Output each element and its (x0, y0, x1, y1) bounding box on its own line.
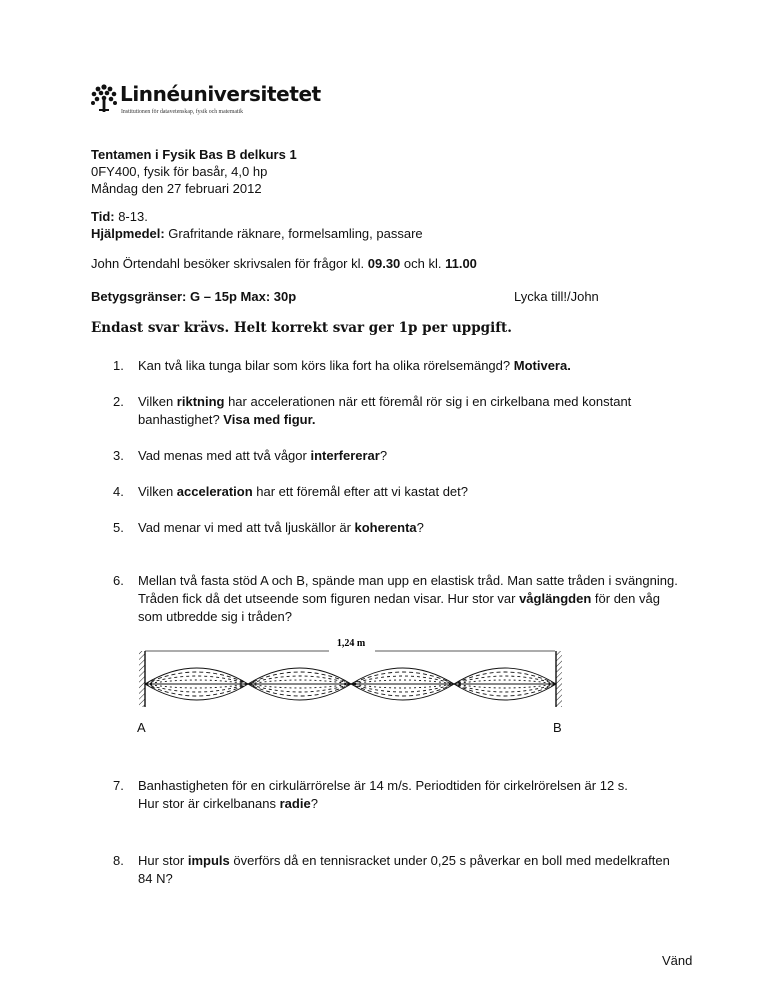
emphasis: Motivera. (513, 358, 571, 373)
aids-value: Grafritande räknare, formelsamling, passare (164, 226, 423, 241)
text-part: Hur stor (138, 853, 188, 868)
emphasis: radie (279, 796, 311, 811)
support-a (139, 651, 145, 707)
emphasis: acceleration (176, 484, 253, 499)
text-part: har ett föremål efter att vi kastat det? (252, 484, 468, 499)
question-number: 1. (113, 358, 124, 373)
question-number: 3. (113, 448, 124, 463)
question-text (138, 519, 683, 537)
tree-logo-icon (90, 83, 118, 113)
time-label: Tid: (91, 209, 115, 224)
text-part: har accelerationen när ett föremål rör sig i en cirkelbana med konstant banhastighet? (138, 394, 632, 427)
label-a: A (137, 720, 146, 735)
question-text (138, 572, 683, 626)
text-part: överförs då en tennisracket under 0,25 s påverkar en boll med medelkraften 84 N? (138, 853, 670, 886)
text-part: Vilken (138, 394, 177, 409)
allowed-aids (91, 225, 423, 242)
question-text (138, 483, 683, 501)
emphasis: interfererar (310, 448, 380, 463)
visit-text: John Örtendahl besöker skrivsalen för frågor kl. (91, 256, 368, 271)
text-part: Mellan två fasta stöd A och B, spände man upp en elastisk tråd. Man satte tråden i svängning. Tråden fick då det utseende som figuren nedan visar. Hur stor var (138, 573, 678, 606)
visit-time-2: 11.00 (445, 256, 477, 271)
text-part: Hur stor är cirkelbanans (138, 796, 280, 811)
text-part: ? (310, 796, 318, 811)
question-number: 2. (113, 394, 124, 409)
text-part: Vad menar vi med att två ljuskällor är (138, 520, 355, 535)
support-b (556, 651, 562, 707)
emphasis: impuls (187, 853, 230, 868)
question-text (138, 852, 683, 888)
question-text (138, 357, 683, 375)
grade-limits: Betygsgränser: G – 15p Max: 30p (91, 289, 297, 304)
visit-time-1: 09.30 (367, 256, 401, 271)
instruction-heading: Endast svar krävs. Helt korrekt svar ger 1p per uppgift. (91, 320, 512, 336)
teacher-visit (91, 255, 477, 272)
turn-page-note: Vänd (662, 953, 693, 968)
text-part: Vad menas med att två vågor (138, 448, 311, 463)
label-b: B (553, 720, 562, 735)
exam-time (91, 208, 148, 225)
logo-subtitle: Institutionen för datavetenskap, fysik och matematik (121, 109, 244, 115)
time-value: 8-13. (114, 209, 148, 224)
exam-date: Måndag den 27 februari 2012 (91, 181, 262, 196)
length-label: 1,24 m (336, 638, 366, 649)
emphasis: riktning (176, 394, 225, 409)
university-logo (90, 82, 321, 122)
question-number: 8. (113, 853, 124, 868)
emphasis: Visa med figur. (223, 412, 316, 427)
emphasis: koherenta (354, 520, 417, 535)
visit-and: och kl. (400, 256, 446, 271)
text-part: Vilken (138, 484, 177, 499)
question-number: 5. (113, 520, 124, 535)
wave-upper-2 (145, 672, 556, 684)
text-part: ? (379, 448, 388, 463)
text-line (138, 795, 683, 813)
standing-wave-diagram (137, 633, 572, 715)
question-text (138, 393, 683, 429)
question-text (138, 777, 683, 813)
text-part: Kan två lika tunga bilar som körs lika fort ha olika rörelsemängd? (138, 358, 514, 373)
exam-title: Tentamen i Fysik Bas B delkurs 1 (91, 147, 297, 162)
text-part: ? (416, 520, 424, 535)
logo-wordmark: Linnéuniversitetet (120, 82, 321, 106)
question-text (138, 447, 683, 465)
text-line: Banhastigheten för en cirkulärrörelse är 14 m/s. Periodtiden för cirkelrörelsen är 12 s. (138, 778, 628, 793)
emphasis: våglängden (519, 591, 592, 606)
question-number: 4. (113, 484, 124, 499)
question-number: 6. (113, 573, 124, 588)
text-part: för den våg som utbredde sig i tråden? (138, 591, 660, 624)
course-code: 0FY400, fysik för basår, 4,0 hp (91, 164, 268, 179)
wave-lower-2 (145, 684, 556, 696)
aids-label: Hjälpmedel: (91, 226, 165, 241)
standing-wave-figure (137, 633, 572, 715)
greeting: Lycka till!/John (514, 289, 599, 304)
question-number: 7. (113, 778, 124, 793)
